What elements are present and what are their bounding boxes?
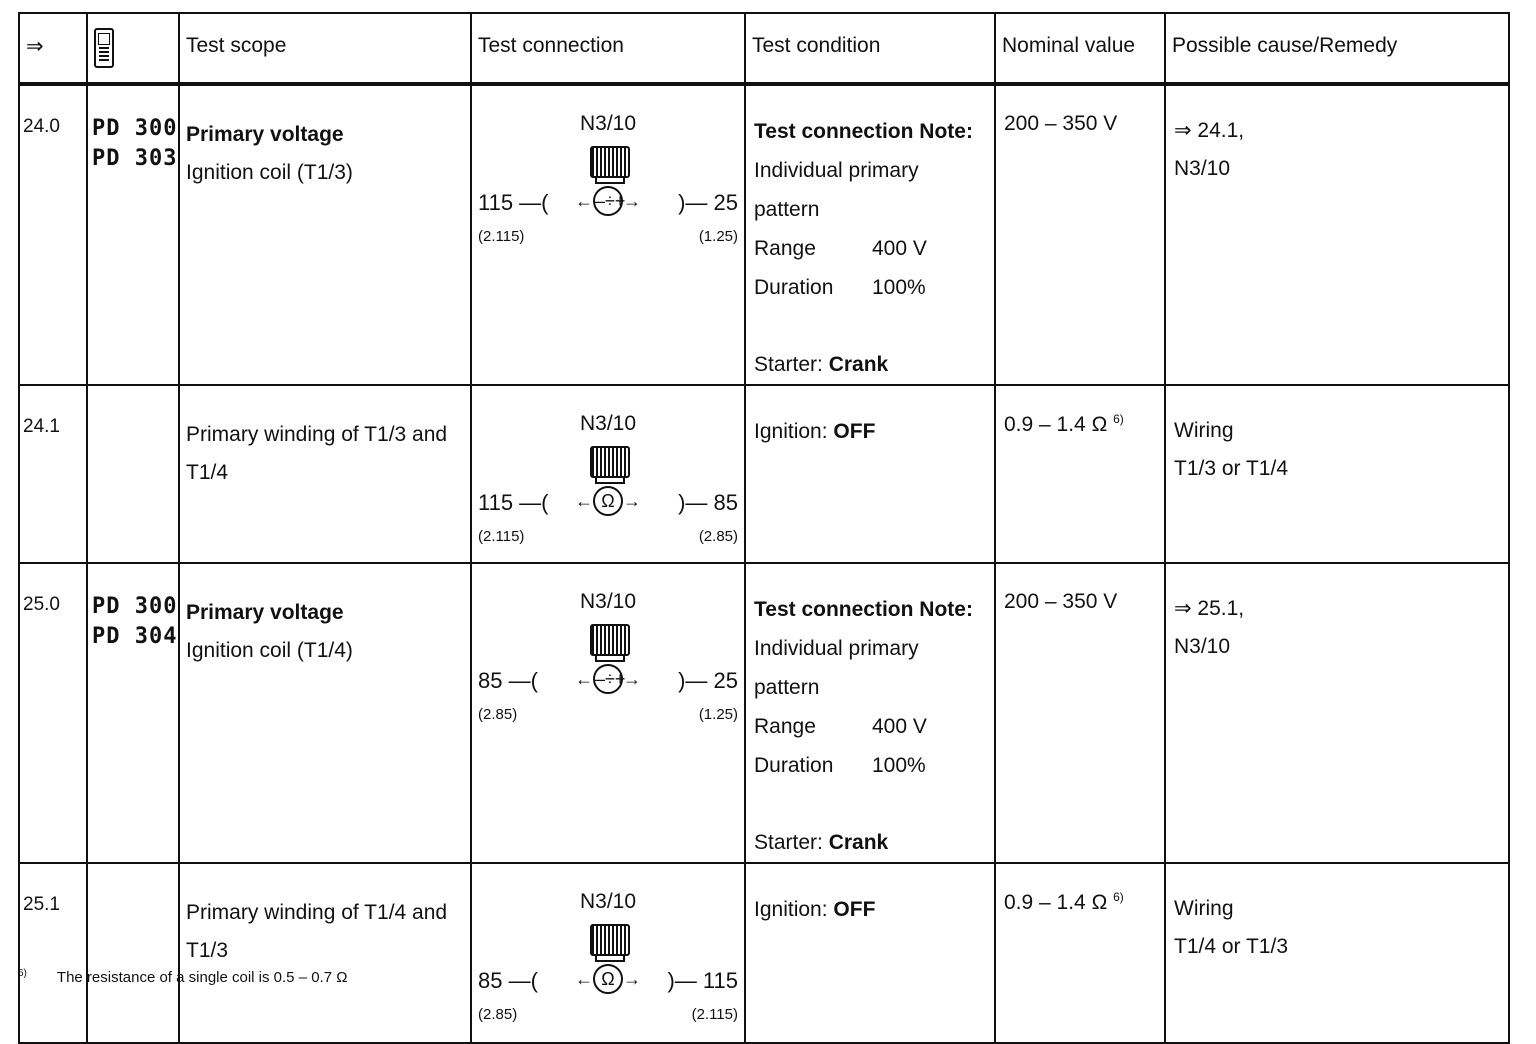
diagnosis-table [18, 12, 1510, 1044]
remedy: ⇒ 24.1, N3/10 [1166, 86, 1508, 188]
remedy-link[interactable]: ⇒ 24.1, [1174, 119, 1245, 142]
test-condition: Test connection Note: Individual primary pattern Range 400 V Duration 100% Starter: Crank [754, 120, 973, 376]
header-row [19, 13, 1509, 84]
fault-codes: PD 300 PD 303 [92, 116, 178, 171]
header-device [87, 13, 179, 84]
ohm-probe-icon: ← Ω → [575, 486, 641, 516]
nominal-value: 0.9 – 1.4 Ω $^{6)}$ [1004, 890, 1124, 914]
test-scope: Primary voltage Ignition coil (T1/3) [186, 123, 353, 184]
header-test-scope: Test scope [179, 13, 471, 84]
header-test-connection: Test connection [471, 13, 745, 84]
remedy: Wiring T1/3 or T1/4 [1174, 419, 1289, 480]
remedy: ⇒ 25.1, N3/10 [1166, 564, 1508, 666]
voltage-probe-icon: ← –÷+→ [575, 186, 641, 216]
test-condition: Test connection Note: Individual primary pattern Range 400 V Duration 100% Starter: Crank [754, 598, 973, 854]
header-remedy: Possible cause/Remedy [1165, 13, 1509, 84]
nominal-value: 200 – 350 V [1004, 112, 1118, 135]
footnote: $^{6)}$ The resistance of a single coil is 0.5 – 0.7 Ω [18, 968, 348, 986]
tester-device-icon [94, 28, 114, 68]
test-scope: Primary voltage Ignition coil (T1/4) [186, 601, 353, 662]
meter-icon [590, 624, 630, 656]
header-nominal-value: Nominal value [995, 13, 1165, 84]
step-number: 25.1 [23, 894, 60, 915]
header-arrow: ⇒ [19, 13, 87, 84]
table-row: 25.1 Primary winding of T1/4 and T1/3 N3/10 ← Ω → 85 —( )— 115 (2.85) (2.115) Ignition: OFF 0.9 – 1.4 Ω $^{6)}$ Wiring T1/4 or T1/3 [19, 863, 1509, 1043]
remedy-link[interactable]: ⇒ 25.1, [1174, 597, 1245, 620]
nominal-value: 200 – 350 V [1004, 590, 1118, 613]
test-scope: Primary winding of T1/3 and T1/4 [186, 423, 448, 484]
nominal-value: 0.9 – 1.4 Ω $^{6)}$ [1004, 412, 1124, 436]
step-number: 25.0 [23, 594, 60, 615]
step-number: 24.1 [23, 416, 60, 437]
meter-icon [590, 924, 630, 956]
test-condition: Ignition: OFF [754, 420, 876, 443]
table-row: 25.0 PD 300 PD 304 Primary voltage Ignition coil (T1/4) N3/10 ← –÷+→ 85 —( )— 25 (2.85) (1.25) Test connection Note: Individual primary pattern Range 400 V Duration 100% Starter: Crank 200 – 350 V ⇒ 25.1, N3/10 [19, 563, 1509, 863]
header-test-condition: Test condition [745, 13, 995, 84]
test-condition: Ignition: OFF [754, 898, 876, 921]
remedy: Wiring T1/4 or T1/3 [1174, 897, 1289, 958]
test-scope: Primary winding of T1/4 and T1/3 [186, 901, 448, 962]
step-number: 24.0 [23, 116, 60, 137]
meter-icon [590, 446, 630, 478]
table-row: 24.1 Primary winding of T1/3 and T1/4 N3/10 ← Ω → 115 —( )— 85 (2.115) (2.85) Ignition: OFF 0.9 – 1.4 Ω $^{6)}$ Wiring T1/3 or T1/4 [19, 385, 1509, 563]
fault-codes: PD 300 PD 304 [92, 594, 178, 649]
voltage-probe-icon: ← –÷+→ [575, 664, 641, 694]
meter-icon [590, 146, 630, 178]
ohm-probe-icon: ← Ω → [575, 964, 641, 994]
table-row: 24.0 PD 300 PD 303 Primary voltage Ignition coil (T1/3) N3/10 ← –÷+→ 115 —( )— 25 (2.115) (1.25) Test connection Note: Individual primary pattern Range 400 V Duration 100% Starter: Crank 200 – 350 V ⇒ 24.1, N3/10 [19, 84, 1509, 385]
